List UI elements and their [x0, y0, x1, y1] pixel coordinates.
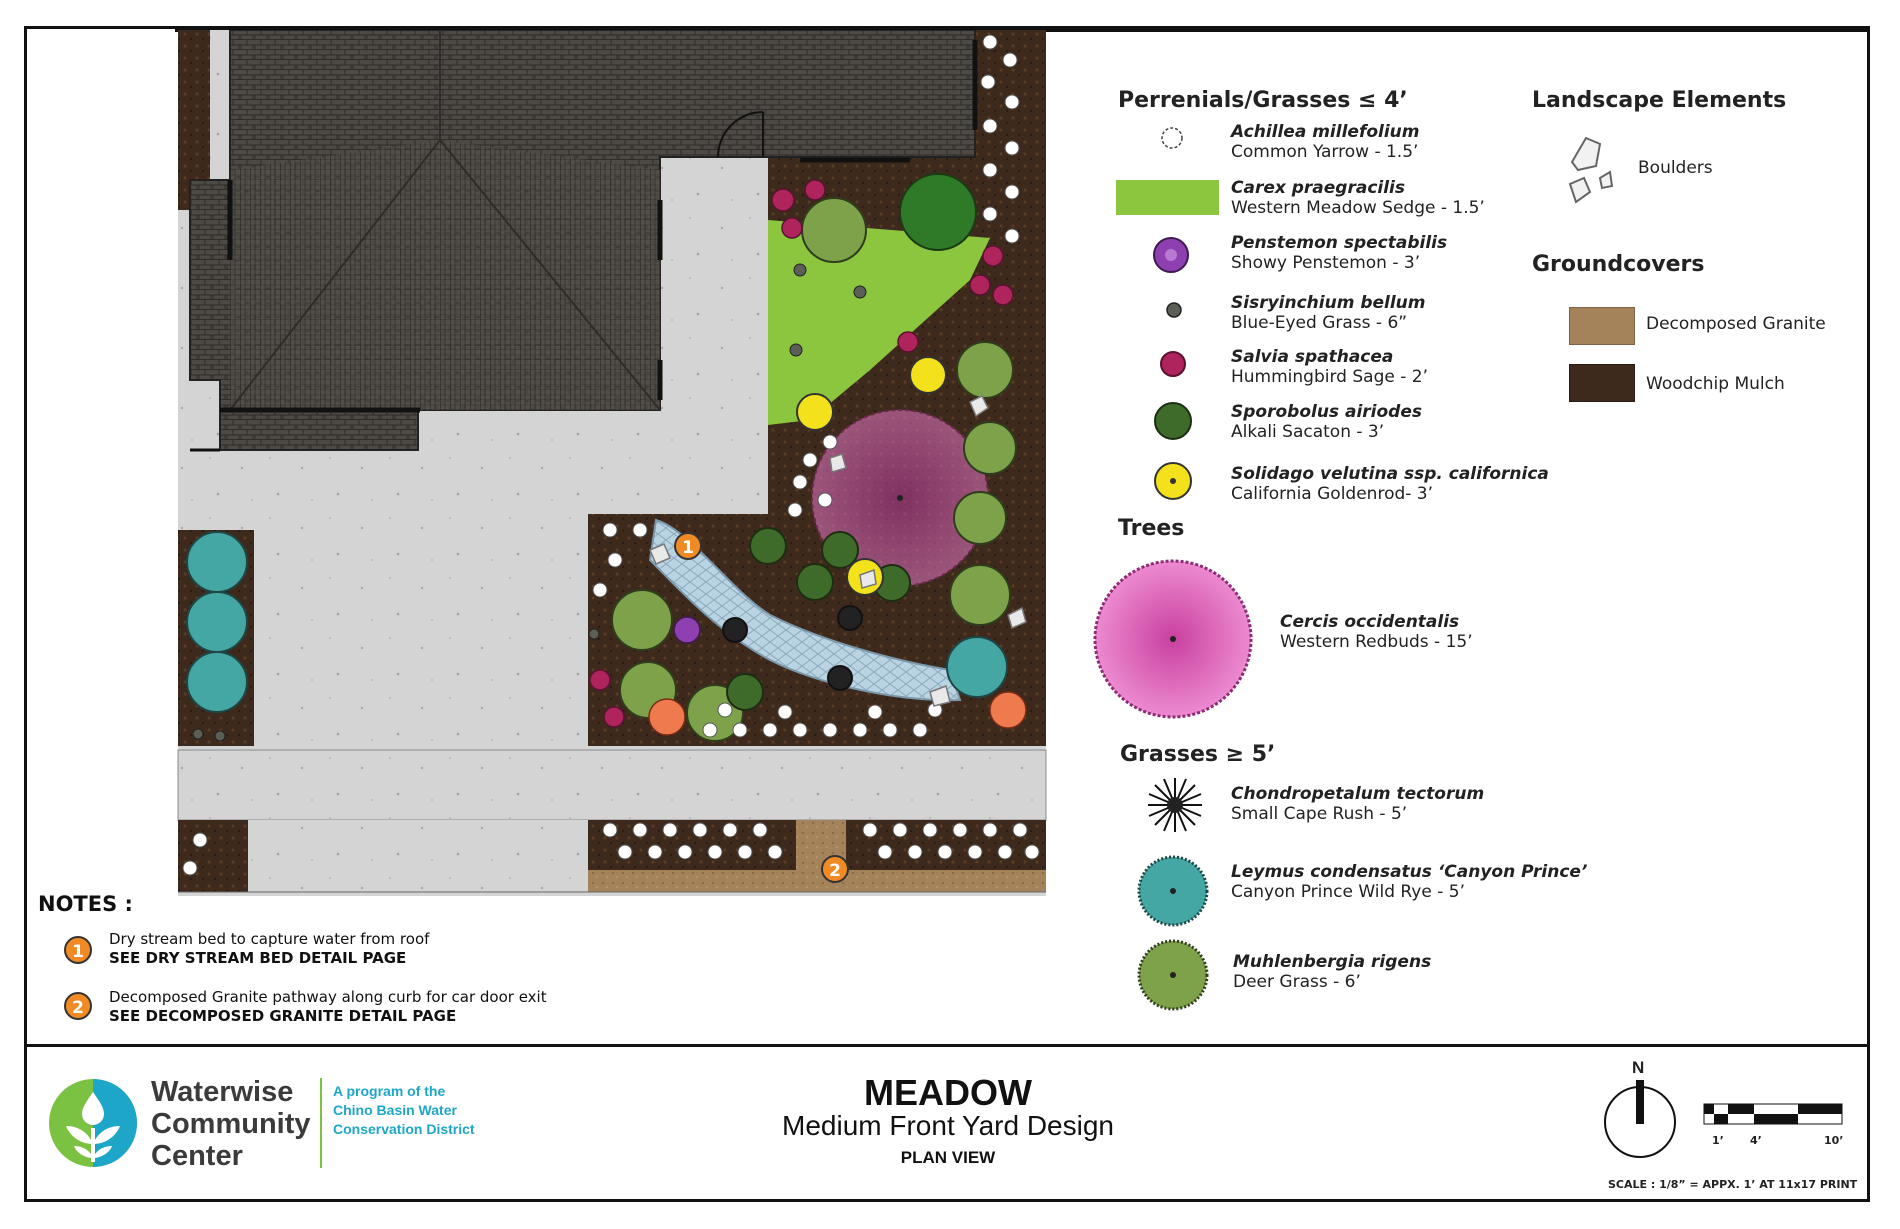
- plan-marker-1: 1: [674, 532, 702, 560]
- legend-sci-name: Penstemon spectabilis: [1231, 233, 1448, 253]
- green-swatch-icon: [1116, 180, 1219, 215]
- legend-item-penstemon: [1231, 233, 1447, 273]
- yellow-flower-icon: [1152, 460, 1194, 502]
- legend-item-deer-grass: [1233, 952, 1431, 992]
- landscape-elements-title: Landscape Elements: [1532, 88, 1787, 113]
- note-marker-1: 1: [64, 936, 92, 964]
- legend-sci-name: Cercis occidentalis: [1280, 612, 1460, 632]
- legend-common-name: Common Yarrow - 1.5’: [1231, 142, 1419, 162]
- legend-common-name: Small Cape Rush - 5’: [1231, 804, 1408, 824]
- legend-common-name: Western Redbuds - 15’: [1280, 632, 1473, 652]
- north-label: N: [1632, 1058, 1645, 1077]
- grey-dot-icon: [1164, 300, 1184, 320]
- legend-common-name: California Goldenrod- 3’: [1231, 484, 1434, 504]
- legend-mulch-label: Woodchip Mulch: [1646, 374, 1785, 394]
- scale-bar-icon: [1702, 1100, 1844, 1134]
- wild-rye-icon: [1134, 852, 1212, 930]
- legend-sci-name: Chondropetalum tectorum: [1231, 784, 1485, 804]
- legend-item-alkali-sacaton: [1231, 402, 1422, 442]
- dark-green-shrub-icon: [1152, 400, 1194, 442]
- legend-sci-name: Muhlenbergia rigens: [1233, 952, 1432, 972]
- note-marker-2: 2: [64, 992, 92, 1020]
- legend-item-yarrow: [1231, 122, 1420, 162]
- notes-title: NOTES :: [38, 892, 133, 916]
- plan-marker-2: 2: [821, 855, 849, 883]
- program-line: Conservation District: [333, 1121, 475, 1137]
- legend-common-name: Deer Grass - 6’: [1233, 972, 1361, 992]
- legend-item-sedge: [1231, 178, 1485, 218]
- white-flower-icon: [1158, 124, 1186, 152]
- mulch-swatch-icon: [1569, 364, 1635, 402]
- view-label: PLAN VIEW: [900, 1148, 996, 1167]
- page-title: MEADOW: [864, 1072, 1032, 1113]
- scale-tick-1: 1’: [1712, 1134, 1724, 1147]
- brand-line: Center: [151, 1140, 243, 1172]
- note-text: Dry stream bed to capture water from roof: [109, 930, 430, 948]
- legend-sci-name: Salvia spathacea: [1231, 347, 1394, 367]
- granite-swatch-icon: [1569, 307, 1635, 345]
- boulder-icon: [1566, 132, 1622, 212]
- legend-sci-name: Sporobolus airiodes: [1231, 402, 1422, 422]
- deer-grass-icon: [1134, 936, 1212, 1014]
- legend-item-cape-rush: [1231, 784, 1484, 824]
- north-arrow-icon: [1602, 1078, 1678, 1160]
- legend-sci-name: Carex praegracilis: [1231, 178, 1406, 198]
- site-plan: [170, 30, 1052, 896]
- brand-divider: [320, 1078, 322, 1168]
- note-text: Decomposed Granite pathway along curb for car door exit: [109, 988, 547, 1006]
- program-line: A program of the: [333, 1083, 446, 1099]
- brand-line: Community: [151, 1108, 311, 1140]
- legend-item-goldenrod: [1231, 464, 1549, 504]
- legend-common-name: Alkali Sacaton - 3’: [1231, 422, 1385, 442]
- legend-sci-name: Leymus condensatus ‘Canyon Prince’: [1231, 862, 1588, 882]
- waterwise-logo-icon: [48, 1078, 138, 1168]
- legend-sci-name: Sisryinchium bellum: [1231, 293, 1426, 313]
- trees-title: Trees: [1118, 516, 1185, 541]
- note-1: [109, 930, 429, 968]
- legend-item-hummingbird-sage: [1231, 347, 1428, 387]
- title-block-divider: [24, 1044, 1870, 1047]
- legend-granite-label: Decomposed Granite: [1646, 314, 1826, 334]
- purple-flower-icon: [1150, 234, 1192, 276]
- legend-sci-name: Achillea millefolium: [1231, 122, 1420, 142]
- grasses-title: Grasses ≥ 5’: [1120, 742, 1276, 767]
- scale-tick-10: 10’: [1824, 1134, 1844, 1147]
- legend-common-name: Showy Penstemon - 3’: [1231, 253, 1421, 273]
- cape-rush-icon: [1146, 776, 1204, 834]
- legend-common-name: Western Meadow Sedge - 1.5’: [1231, 198, 1485, 218]
- legend-item-redbud: [1280, 612, 1473, 652]
- brand-line: Waterwise: [151, 1076, 294, 1108]
- program-text: [333, 1082, 475, 1139]
- scale-tick-4: 4’: [1750, 1134, 1762, 1147]
- legend-common-name: Canyon Prince Wild Rye - 5’: [1231, 882, 1465, 902]
- brand-name: [151, 1076, 311, 1172]
- legend-boulders-label: Boulders: [1638, 158, 1713, 178]
- program-line: Chino Basin Water: [333, 1102, 457, 1118]
- page-subtitle: Medium Front Yard Design: [782, 1110, 1114, 1141]
- note-2: [109, 988, 547, 1026]
- note-reference: SEE DRY STREAM BED DETAIL PAGE: [109, 949, 407, 967]
- redbud-tree-icon: [1090, 556, 1256, 722]
- perennials-title: Perrenials/Grasses ≤ 4’: [1118, 88, 1408, 113]
- groundcovers-title: Groundcovers: [1532, 252, 1705, 277]
- legend-common-name: Blue-Eyed Grass - 6”: [1231, 313, 1408, 333]
- legend-common-name: Hummingbird Sage - 2’: [1231, 367, 1428, 387]
- note-reference: SEE DECOMPOSED GRANITE DETAIL PAGE: [109, 1007, 457, 1025]
- magenta-flower-icon: [1158, 349, 1188, 379]
- scale-note: SCALE : 1/8” = APPX. 1’ AT 11x17 PRINT: [1608, 1178, 1858, 1191]
- legend-item-blue-eyed-grass: [1231, 293, 1426, 333]
- legend-sci-name: Solidago velutina ssp. californica: [1231, 464, 1549, 484]
- legend-item-wild-rye: [1231, 862, 1587, 902]
